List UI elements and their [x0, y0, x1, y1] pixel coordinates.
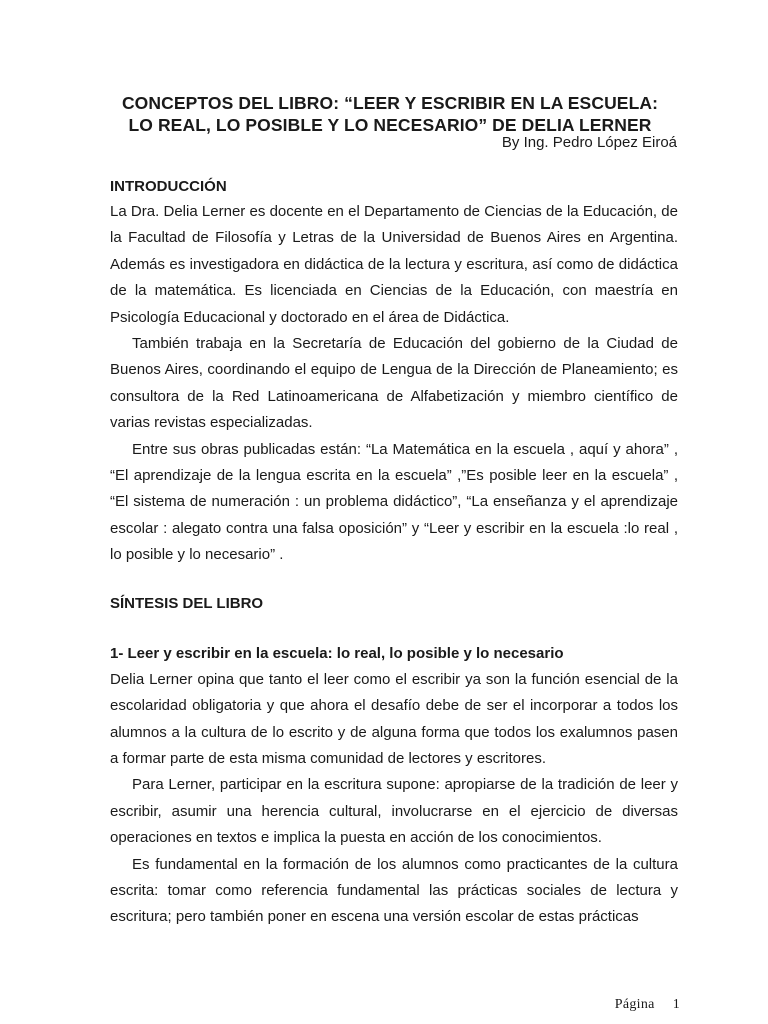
intro-paragraph-1: La Dra. Delia Lerner es docente en el Departamento de Ciencias de la Educación, de la Facultad de Filosofía y Letras de la Universidad de Buenos Aires en Argentina. Además es investigadora en didáctica de la lectura y escritura, así como de didáctica de la matemática. Es licenciada en Ciencias de la Educación, con maestría en Psicología Educacional y doctorado en el área de Didáctica. — [110, 203, 678, 326]
title-line-2: LO REAL, LO POSIBLE Y LO NECESARIO” DE DELIA LERNER — [128, 115, 652, 135]
page-footer — [615, 997, 680, 1013]
synthesis-heading: SÍNTESIS DEL LIBRO — [110, 594, 264, 612]
section-1-paragraph-2: Para Lerner, participar en la escritura supone: apropiarse de la tradición de leer y escribir, asumir una herencia cultural, involucrarse en el ejercicio de diversas operaciones en textos e implica la puesta en acción de los conocimientos. — [110, 776, 678, 847]
intro-paragraph-3: Entre sus obras publicadas están: “La Matemática en la escuela , aquí y ahora” , “El aprendizaje de la lengua escrita en la escuela” ,”Es posible leer en la escuela” , “El sistema de numeración : un problema didáctico”, “La enseñanza y el aprendizaje escolar : alegato contra una falsa oposición” y “Leer y escribir en la escuela :lo real , lo posible y lo necesario” . — [110, 440, 678, 564]
intro-heading: INTRODUCCIÓN — [110, 178, 227, 195]
author-byline: By Ing. Pedro López Eiroá — [501, 134, 677, 151]
section-1-paragraph-1: Delia Lerner opina que tanto el leer como el escribir ya son la función esencial de la escolaridad obligatoria y que ahora el desafío debe de ser el incorporar a todos los alumnos a la cultura de lo escrito y de alguna forma que todos los exalumnos pasen a formar parte de esta misma comunidad de lectores y escritores. — [110, 670, 678, 767]
title-line-1: CONCEPTOS DEL LIBRO: “LEER Y ESCRIBIR EN LA ESCUELA: — [121, 93, 659, 113]
section-1-paragraph-3: Es fundamental en la formación de los alumnos como practicantes de la cultura escrita: tomar como referencia fundamental las prácticas sociales de lectura y escritura; pero también poner en escena una versión escolar de estas prácticas — [110, 855, 678, 926]
document-body — [110, 176, 678, 931]
page-label: Página — [614, 997, 655, 1012]
intro-paragraph-2: También trabaja en la Secretaría de Educación del gobierno de la Ciudad de Buenos Aires, coordinando el equipo de Lengua de la Dirección de Planeamiento; es consultora de la Red Latinoamericana de Alfabetización y miembro científico de varias revistas especializadas. — [110, 335, 678, 432]
page-number: 1 — [672, 997, 680, 1012]
section-1-heading: 1- Leer y escribir en la escuela: lo real, lo posible y lo necesario — [110, 644, 564, 662]
document-title — [100, 92, 680, 136]
